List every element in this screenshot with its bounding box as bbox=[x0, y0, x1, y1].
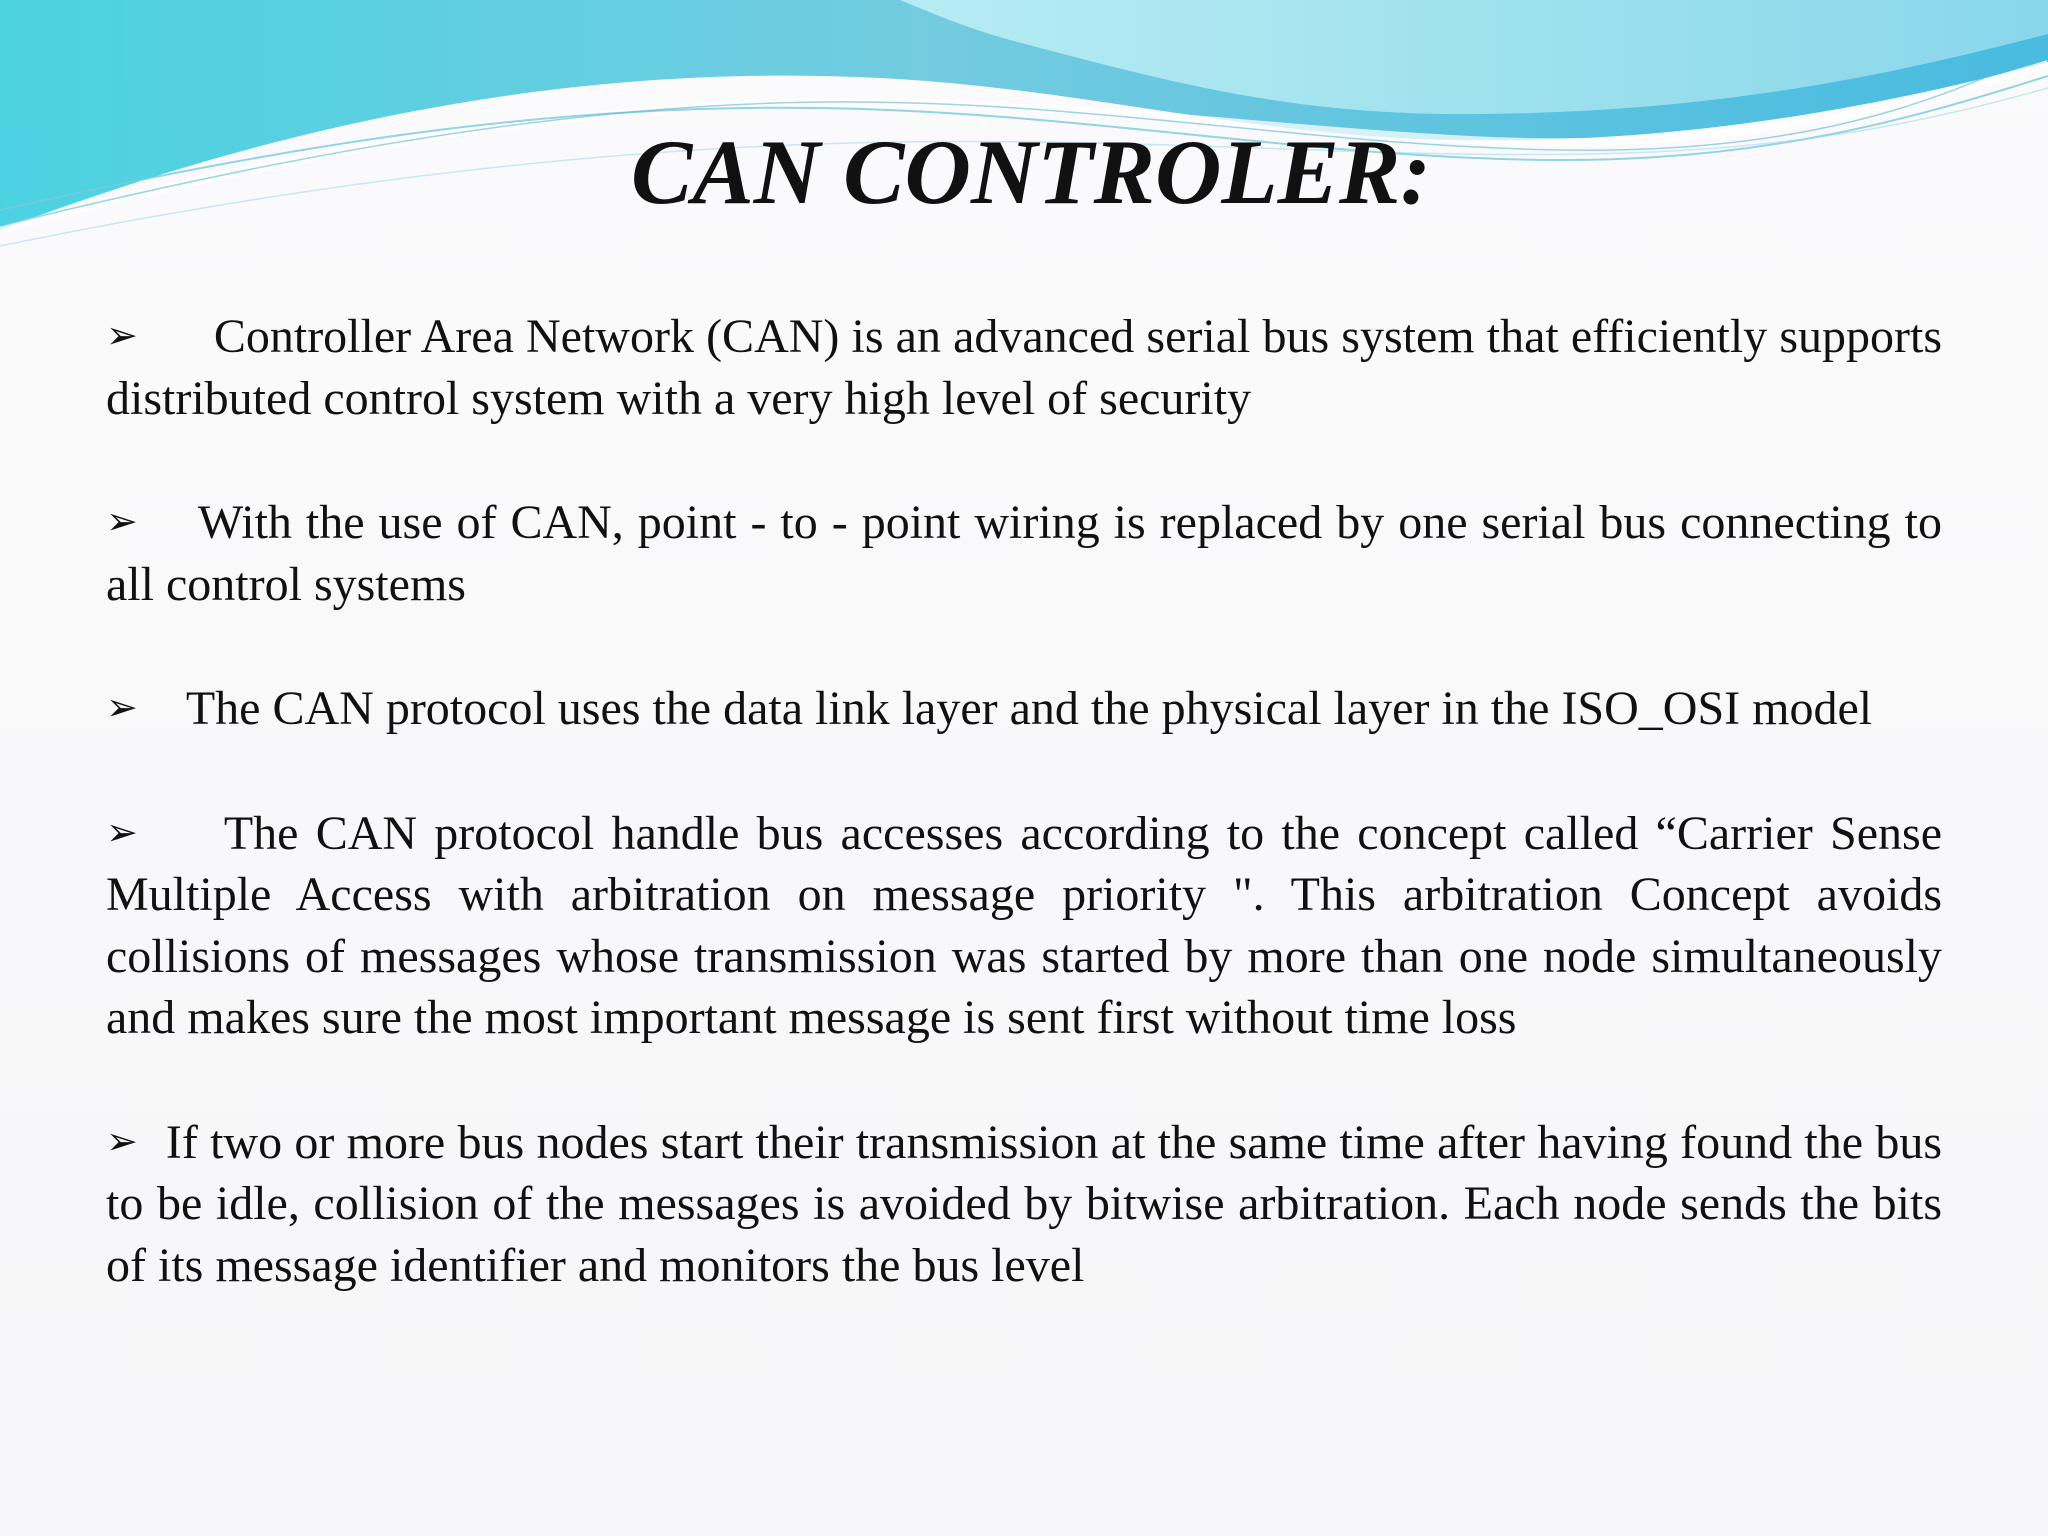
bullet-text: If two or more bus nodes start their transmission at the same time after having found the bus to be idle, collision of the messages is avoided by bitwise arbitration. Each node sends the bits of its message identifier and monitors the bus level bbox=[106, 1115, 1942, 1292]
bullet-text: The CAN protocol handle bus accesses according to the concept called “Carrier Sense Multiple Access with arbitration on message priority ". This arbitration Concept avoids collisions of messages whose transmission was started by more than one node simultaneously and makes sure the most important message is sent first without time loss bbox=[106, 806, 1942, 1044]
bullet-list bbox=[106, 305, 1942, 1358]
bullet-text: With the use of CAN, point - to - point wiring is replaced by one serial bus connecting to all control systems bbox=[106, 496, 1942, 611]
bullet-text: Controller Area Network (CAN) is an advanced serial bus system that efficiently supports distributed control system with a very high level of security bbox=[106, 310, 1942, 425]
bullet-text: The CAN protocol uses the data link layer and the physical layer in the ISO_OSI model bbox=[185, 682, 1873, 735]
arrow-bullet-icon: ➢ bbox=[106, 499, 138, 543]
arrow-bullet-icon: ➢ bbox=[106, 685, 138, 729]
list-item bbox=[106, 802, 1942, 1049]
list-item bbox=[106, 1111, 1942, 1297]
list-item bbox=[106, 305, 1942, 429]
slide-title: CAN CONTROLER: bbox=[631, 121, 1431, 223]
list-item bbox=[106, 677, 1942, 740]
arrow-bullet-icon: ➢ bbox=[106, 809, 138, 854]
arrow-bullet-icon: ➢ bbox=[106, 313, 138, 357]
arrow-bullet-icon: ➢ bbox=[106, 1118, 138, 1163]
list-item bbox=[106, 491, 1942, 615]
